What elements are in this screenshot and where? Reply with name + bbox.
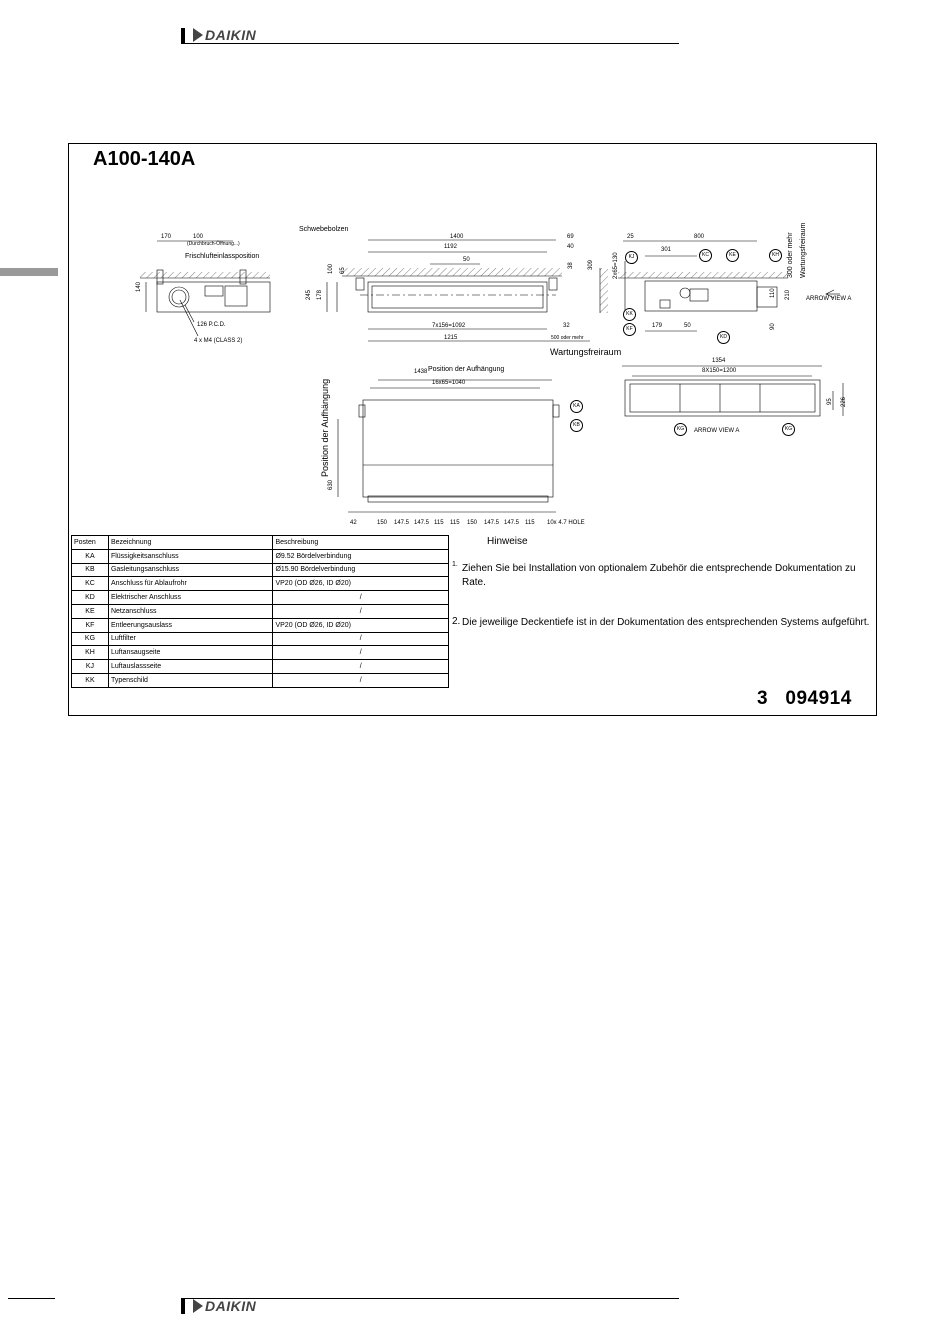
table-cell: Luftfilter bbox=[108, 632, 273, 646]
dim-2x65: 2x65=130 bbox=[613, 252, 619, 279]
dim-7x156: 7x156=1092 bbox=[432, 323, 466, 329]
bottom-dim: 147.5 bbox=[394, 520, 410, 526]
table-row bbox=[72, 632, 449, 646]
table-cell: Luftauslassseite bbox=[108, 660, 273, 674]
dim-309: 309 bbox=[588, 259, 594, 270]
label-pcd: 126 P.C.D. bbox=[197, 322, 226, 328]
label-500-oder-mehr: 500 oder mehr bbox=[551, 335, 584, 341]
footer-bar bbox=[181, 1298, 185, 1314]
dim-69: 69 bbox=[567, 234, 574, 240]
table-row bbox=[72, 604, 449, 618]
footer-logo bbox=[193, 1298, 256, 1314]
label-arrow-view-2: ARROW VIEW A bbox=[694, 428, 740, 434]
label-durchbruch: (Durchbruch-Öffnung...) bbox=[187, 241, 240, 247]
dim-32: 32 bbox=[563, 323, 570, 329]
table-cell: Ø9.52 Bördelverbindung bbox=[273, 549, 449, 563]
dim-301: 301 bbox=[661, 247, 672, 253]
bottom-dim: 42 bbox=[350, 520, 357, 526]
table-header-cell: Beschreibung bbox=[273, 536, 449, 550]
footer-left-rule bbox=[8, 1298, 55, 1299]
dim-25: 25 bbox=[627, 234, 634, 240]
table-cell: / bbox=[273, 646, 449, 660]
top-view bbox=[338, 380, 559, 512]
callout-kc: KC bbox=[699, 249, 712, 262]
header-brand: DAIKIN bbox=[205, 27, 257, 43]
bottom-dim: 150 bbox=[377, 520, 388, 526]
table-row bbox=[72, 591, 449, 605]
dim-95: 95 bbox=[827, 398, 833, 405]
bottom-dim: 147.5 bbox=[484, 520, 500, 526]
dim-1354: 1354 bbox=[712, 358, 726, 364]
table-cell: Typenschild bbox=[108, 673, 273, 687]
bottom-dim: 115 bbox=[450, 520, 460, 526]
callout-kf: KF bbox=[623, 323, 636, 336]
table-cell: Anschluss für Ablaufrohr bbox=[108, 577, 273, 591]
bottom-dim: 115 bbox=[434, 520, 444, 526]
table-cell: KA bbox=[72, 549, 109, 563]
dim-226: 226 bbox=[841, 396, 847, 407]
note-1-text: Ziehen Sie bei Installation von optionalem Zubehör die entsprechende Dokumentation zu Rate. bbox=[462, 563, 856, 588]
table-cell: / bbox=[273, 660, 449, 674]
table-cell: Netzanschluss bbox=[108, 604, 273, 618]
dim-1215: 1215 bbox=[444, 335, 458, 341]
table-cell: KC bbox=[72, 577, 109, 591]
dim-179: 179 bbox=[652, 323, 663, 329]
table-cell: KJ bbox=[72, 660, 109, 674]
note-2-text: Die jeweilige Deckentiefe ist in der Dokumentation des entsprechenden Systems aufgeführt. bbox=[462, 617, 870, 628]
table-cell: VP20 (OD Ø26, ID Ø20) bbox=[273, 618, 449, 632]
table-header-cell: Bezeichnung bbox=[108, 536, 273, 550]
dim-38: 38 bbox=[568, 262, 574, 269]
notes-title: Hinweise bbox=[487, 536, 528, 547]
bottom-dim: 147.5 bbox=[414, 520, 430, 526]
label-wartung-vertical: Wartungsfreiraum bbox=[800, 222, 807, 278]
dim-16x65: 16x65=1040 bbox=[432, 380, 466, 386]
dim-50a: 50 bbox=[463, 257, 470, 263]
dim-100v: 100 bbox=[328, 263, 334, 274]
dim-8x150: 8X150=1200 bbox=[702, 368, 737, 374]
bottom-dim: 147.5 bbox=[504, 520, 520, 526]
dim-50b: 50 bbox=[684, 323, 691, 329]
dim-65v: 65 bbox=[340, 267, 346, 274]
bottom-dim: 150 bbox=[467, 520, 478, 526]
table-cell: KE bbox=[72, 604, 109, 618]
table-row bbox=[72, 563, 449, 577]
callout-ke: KE bbox=[726, 249, 739, 262]
dim-178: 178 bbox=[317, 289, 323, 300]
dim-630: 630 bbox=[328, 479, 334, 490]
dim-170: 170 bbox=[161, 234, 172, 240]
table-cell: / bbox=[273, 632, 449, 646]
table-cell: Entleerungsauslass bbox=[108, 618, 273, 632]
callout-kb: KB bbox=[570, 419, 583, 432]
callout-kg-right: KG bbox=[782, 423, 795, 436]
callout-kg-left: KG bbox=[674, 423, 687, 436]
table-cell: KF bbox=[72, 618, 109, 632]
table-row bbox=[72, 618, 449, 632]
label-frischluft: Frischlufteinlassposition bbox=[185, 253, 260, 260]
spec-table bbox=[71, 535, 449, 688]
callout-kd: KD bbox=[717, 331, 730, 344]
callout-kh: KH bbox=[769, 249, 782, 262]
dim-245: 245 bbox=[306, 289, 312, 300]
bottom-dim: 115 bbox=[525, 520, 535, 526]
table-cell: KB bbox=[72, 563, 109, 577]
callout-ka: KA bbox=[570, 400, 583, 413]
table-cell: Gasleitungsanschluss bbox=[108, 563, 273, 577]
table-row bbox=[72, 549, 449, 563]
note-2-number: 2. bbox=[452, 616, 461, 627]
document-number: 3 094914 bbox=[757, 688, 852, 709]
table-cell: KH bbox=[72, 646, 109, 660]
table-cell: Luftansaugseite bbox=[108, 646, 273, 660]
table-row bbox=[72, 660, 449, 674]
table-header-row bbox=[72, 536, 449, 550]
callout-kj: KJ bbox=[625, 251, 638, 264]
dim-40: 40 bbox=[567, 244, 574, 250]
table-cell: / bbox=[273, 591, 449, 605]
dim-110: 110 bbox=[770, 288, 776, 298]
table-cell: / bbox=[273, 673, 449, 687]
dim-90: 90 bbox=[770, 323, 776, 330]
callout-kk: KK bbox=[623, 308, 636, 321]
table-row bbox=[72, 577, 449, 591]
label-hole: 10x 4.7 HOLE bbox=[547, 520, 585, 526]
table-cell: KG bbox=[72, 632, 109, 646]
daikin-logo-icon bbox=[193, 1299, 203, 1313]
dim-100: 100 bbox=[193, 234, 204, 240]
table-cell: Flüssigkeitsanschluss bbox=[108, 549, 273, 563]
dim-210: 210 bbox=[785, 289, 791, 300]
table-header-cell: Posten bbox=[72, 536, 109, 550]
table-row bbox=[72, 646, 449, 660]
model-title: A100-140A bbox=[93, 148, 196, 170]
table-cell: VP20 (OD Ø26, ID Ø20) bbox=[273, 577, 449, 591]
table-row bbox=[72, 673, 449, 687]
table-cell: Ø15.90 Bördelverbindung bbox=[273, 563, 449, 577]
dim-140: 140 bbox=[136, 281, 142, 292]
technical-drawing bbox=[0, 0, 950, 540]
label-oder-mehr-vertical: 300 oder mehr bbox=[787, 232, 794, 278]
label-pos-aufh: Position der Aufhängung bbox=[428, 366, 505, 373]
label-arrow-view-1: ARROW VIEW A bbox=[806, 296, 852, 302]
dim-800: 800 bbox=[694, 234, 705, 240]
footer-brand: DAIKIN bbox=[205, 1298, 257, 1314]
dim-1438: 1438 bbox=[414, 369, 428, 375]
table-cell: KD bbox=[72, 591, 109, 605]
note-1-number: 1. bbox=[452, 561, 458, 568]
table-cell: Elektrischer Anschluss bbox=[108, 591, 273, 605]
dim-1192: 1192 bbox=[444, 244, 457, 250]
dim-1400: 1400 bbox=[450, 234, 464, 240]
table-cell: KK bbox=[72, 673, 109, 687]
label-schwebebolzen: Schwebebolzen bbox=[299, 226, 349, 233]
table-cell: / bbox=[273, 604, 449, 618]
label-m4: 4 x M4 (CLASS 2) bbox=[194, 338, 243, 344]
label-wartung: Wartungsfreiraum bbox=[550, 347, 622, 357]
label-pos-aufh-vertical: Position der Aufhängung bbox=[320, 378, 330, 477]
